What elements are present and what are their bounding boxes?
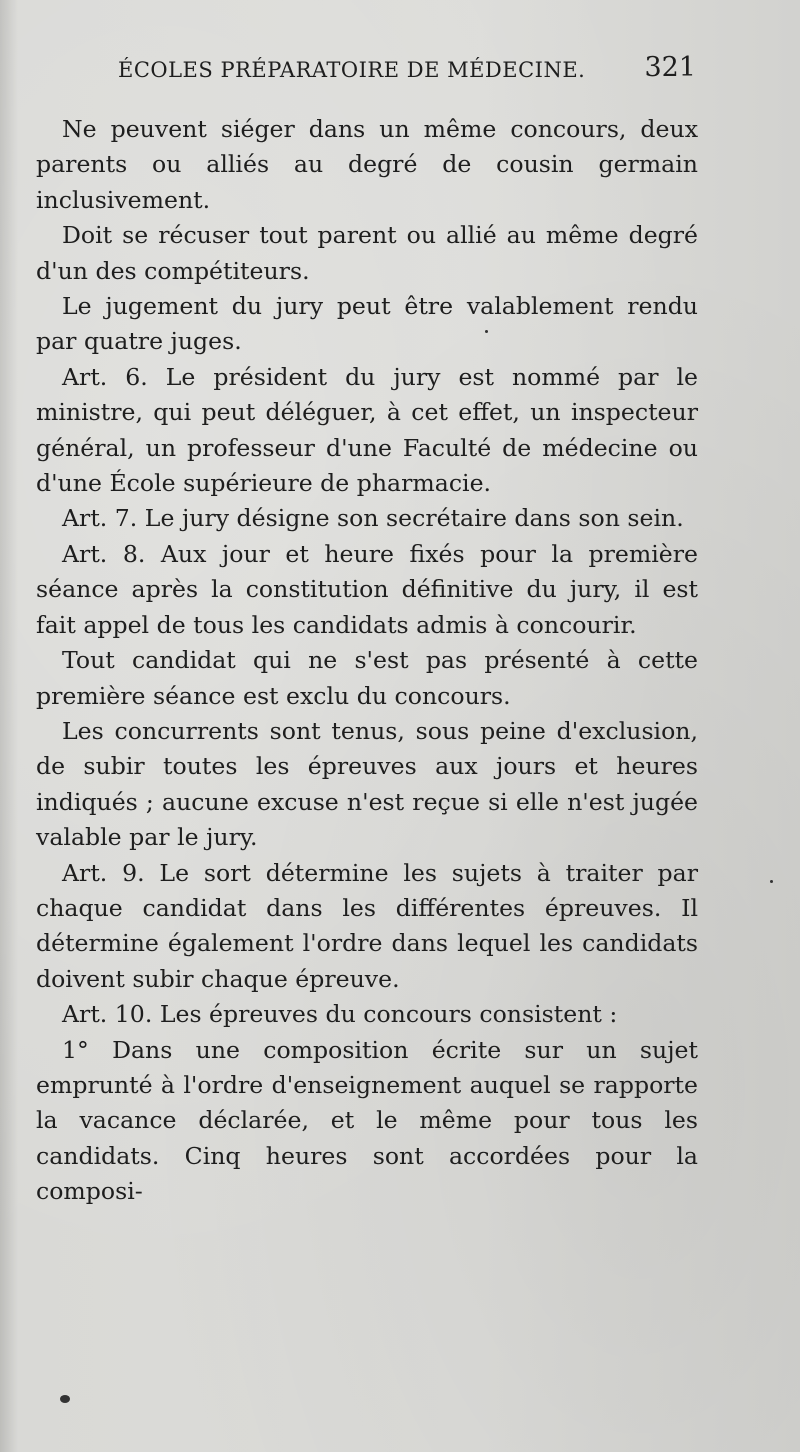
ink-speck — [485, 330, 488, 333]
paragraph: Art. 10. Les épreuves du concours consistent : — [62, 1000, 618, 1029]
paragraph: Doit se récuser tout parent ou allié au même degré d'un des compétiteurs. — [36, 221, 698, 285]
paragraph: 1° Dans une composition écrite sur un sujet emprunté à l'ordre d'enseignement auquel se rapporte la vacance déclarée, et le même pour tous les candidats. Cinq heures sont accordées pour la composi- — [36, 1035, 698, 1206]
paragraph: Art. 6. Le président du jury est nommé par le ministre, qui peut déléguer, à cet effet, un inspecteur général, un professeur d'une Faculté de médecine ou d'une École supérieure de pharmacie. — [36, 362, 698, 498]
paragraph: Art. 8. Aux jour et heure fixés pour la première séance après la constitution définitive du jury, il est fait appel de tous les candidats admis à concourir. — [36, 539, 698, 639]
body-text — [36, 112, 698, 1210]
paragraph: Le jugement du jury peut être valablement rendu par quatre juges. — [36, 292, 698, 356]
running-title: ÉCOLES PRÉPARATOIRE DE MÉDECINE. — [118, 58, 586, 82]
paragraph: Ne peuvent siéger dans un même concours, deux parents ou alliés au degré de cousin germain inclusivement. — [36, 115, 698, 214]
paragraph: Tout candidat qui ne s'est pas présenté à cette première séance est exclu du concours. — [36, 646, 698, 710]
page-header — [118, 52, 698, 88]
paragraph: Art. 9. Le sort détermine les sujets à traiter par chaque candidat dans les différentes épreuves. Il détermine également l'ordre dans lequel les candidats doivent subir chaque épreuve. — [36, 858, 698, 993]
ink-speck — [770, 880, 773, 883]
paragraph: Les concurrents sont tenus, sous peine d'exclusion, de subir toutes les épreuves aux jours et heures indiqués ; aucune excuse n'est reçue si elle n'est jugée valable par le jury. — [36, 716, 698, 852]
ink-speck — [60, 1395, 70, 1403]
page-number: 321 — [644, 52, 696, 83]
paragraph: Art. 7. Le jury désigne son secrétaire dans son sein. — [62, 504, 684, 533]
